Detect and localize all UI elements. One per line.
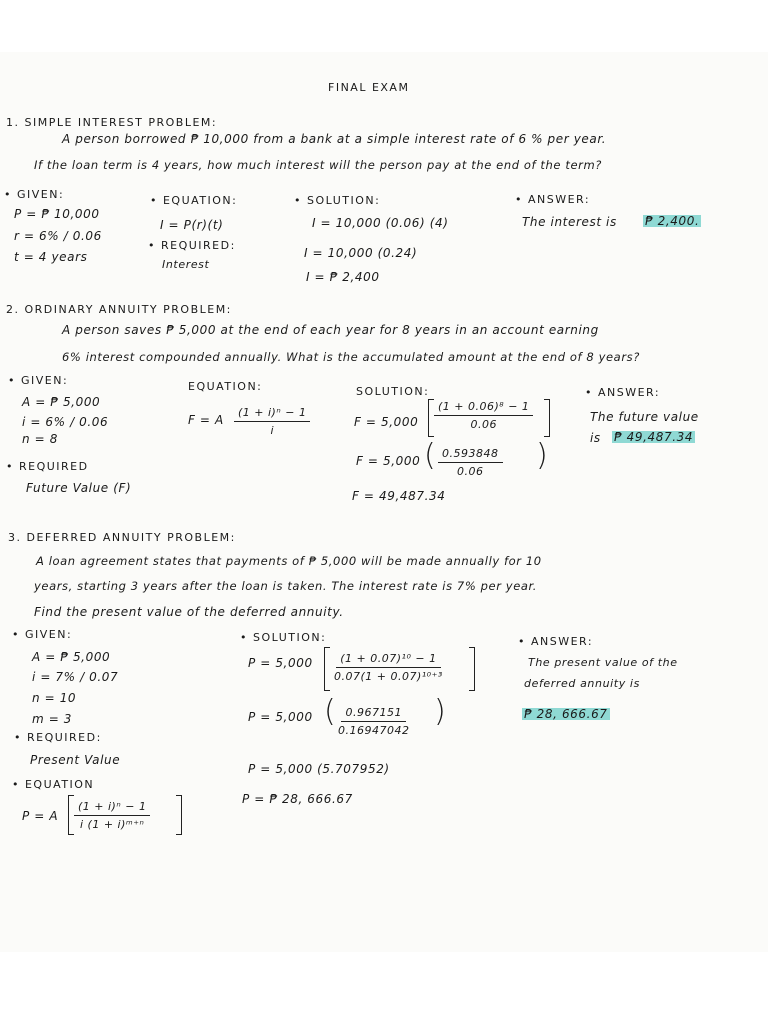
p3-equation-label: • EQUATION — [12, 778, 95, 791]
p1-given-label: • GIVEN: — [4, 188, 65, 201]
p3-answer-value: ₱ 28, 666.67 — [524, 707, 608, 721]
p2-equation-lhs: F = A — [188, 413, 224, 427]
p3-s1-fraction — [334, 652, 443, 683]
p2-solution-step-1-lhs: F = 5,000 — [354, 415, 419, 429]
p2-required: Future Value (F) — [26, 481, 132, 495]
p1-equation-label: • EQUATION: — [150, 194, 238, 207]
p1-solution-step-2: I = 10,000 (0.24) — [304, 246, 418, 260]
p3-equation-denominator: i (1 + i)ᵐ⁺ⁿ — [80, 818, 145, 831]
p3-solution-step-3: P = 5,000 (5.707952) — [248, 762, 390, 776]
p1-given-p: P = ₱ 10,000 — [14, 207, 100, 221]
p3-solution-step-4: P = ₱ 28, 666.67 — [242, 792, 353, 806]
p2-given-i: i = 6% / 0.06 — [22, 415, 109, 429]
p3-given-i: i = 7% / 0.07 — [32, 670, 119, 684]
p2-given-n: n = 8 — [22, 432, 58, 446]
p2-s1-numerator: (1 + 0.06)⁸ − 1 — [434, 400, 533, 416]
p1-given-r: r = 6% / 0.06 — [14, 229, 102, 243]
p3-solution-step-1-lhs: P = 5,000 — [248, 656, 313, 670]
p1-required-label: • REQUIRED: — [148, 239, 236, 252]
p3-given-m: m = 3 — [32, 712, 73, 726]
p2-solution-step-2-lhs: F = 5,000 — [356, 454, 421, 468]
p1-equation: I = P(r)(t) — [160, 218, 224, 232]
p2-s1-denominator: 0.06 — [470, 418, 497, 431]
p2-equation-label: EQUATION: — [188, 380, 263, 393]
p2-answer-value: ₱ 49,487.34 — [614, 430, 694, 444]
p2-given-a: A = ₱ 5,000 — [22, 395, 101, 409]
p1-solution-step-3: I = ₱ 2,400 — [306, 270, 380, 284]
p3-required: Present Value — [30, 753, 121, 767]
problem-3-line-1: A loan agreement states that payments of ₱ 5,000 will be made annually for 10 — [36, 554, 542, 568]
problem-1-line-2: If the loan term is 4 years, how much interest will the person pay at the end of the term? — [34, 158, 602, 172]
p3-s2-fraction — [338, 706, 409, 737]
problem-1-line-1: A person borrowed ₱ 10,000 from a bank at a simple interest rate of 6 % per year. — [62, 132, 607, 146]
p3-solution-step-2-lhs: P = 5,000 — [248, 710, 313, 724]
p2-s2-fraction — [438, 447, 503, 478]
p2-answer-text: The future value — [590, 410, 699, 424]
p1-answer-text: The interest is — [522, 215, 617, 229]
problem-2-heading: 2. ORDINARY ANNUITY PROBLEM: — [6, 303, 232, 316]
p2-s1-right-bracket — [544, 399, 550, 437]
p1-answer-value: ₱ 2,400. — [645, 214, 700, 228]
problem-3-heading: 3. DEFERRED ANNUITY PROBLEM: — [8, 531, 236, 544]
p2-s2-left-paren: ( — [424, 438, 436, 473]
p3-s1-numerator: (1 + 0.07)¹⁰ − 1 — [336, 652, 440, 668]
p3-equation-fraction — [74, 800, 150, 831]
p1-solution-step-1: I = 10,000 (0.06) (4) — [312, 216, 449, 230]
p3-s1-right-bracket — [469, 647, 475, 691]
p3-s2-numerator: 0.967151 — [341, 706, 406, 722]
p2-s2-right-paren: ) — [536, 438, 548, 473]
p3-s1-left-bracket — [324, 647, 330, 691]
p2-equation-denominator: i — [270, 424, 274, 437]
problem-1-heading: 1. SIMPLE INTEREST PROBLEM: — [6, 116, 218, 129]
p2-s2-denominator: 0.06 — [457, 465, 484, 478]
problem-3-line-2: years, starting 3 years after the loan is taken. The interest rate is 7% per year. — [34, 579, 538, 593]
p2-solution-label: SOLUTION: — [356, 385, 430, 398]
p3-equation-lhs: P = A — [22, 809, 59, 823]
problem-3-line-3: Find the present value of the deferred annuity. — [34, 605, 344, 619]
p2-s2-numerator: 0.593848 — [438, 447, 503, 463]
p3-s1-denominator: 0.07(1 + 0.07)¹⁰⁺³ — [334, 670, 443, 683]
p2-equation-numerator: (1 + i)ⁿ − 1 — [234, 406, 310, 422]
p3-equation-numerator: (1 + i)ⁿ − 1 — [74, 800, 150, 816]
p2-answer-prefix: is — [590, 431, 601, 445]
p2-s1-fraction — [434, 400, 533, 431]
p3-required-label: • REQUIRED: — [14, 731, 102, 744]
p3-given-a: A = ₱ 5,000 — [32, 650, 111, 664]
p2-required-label: • REQUIRED — [6, 460, 89, 473]
p3-answer-line-2: deferred annuity is — [524, 677, 640, 690]
p3-s2-left-paren: ( — [324, 694, 336, 729]
p3-s2-right-paren: ) — [434, 694, 446, 729]
p3-eq-right-bracket — [176, 795, 182, 835]
p1-required: Interest — [162, 258, 210, 271]
p2-solution-step-3: F = 49,487.34 — [352, 489, 446, 503]
page-title: FINAL EXAM — [328, 81, 410, 94]
p3-s2-denominator: 0.16947042 — [338, 724, 410, 737]
p1-answer-label: • ANSWER: — [515, 193, 591, 206]
p3-answer-label: • ANSWER: — [518, 635, 594, 648]
p2-given-label: • GIVEN: — [8, 374, 69, 387]
p1-solution-label: • SOLUTION: — [294, 194, 381, 207]
p3-given-n: n = 10 — [32, 691, 77, 705]
problem-2-line-1: A person saves ₱ 5,000 at the end of each year for 8 years in an account earning — [62, 323, 599, 337]
p2-answer-label: • ANSWER: — [585, 386, 661, 399]
p3-given-label: • GIVEN: — [12, 628, 73, 641]
p2-equation-fraction — [234, 406, 310, 437]
p1-given-t: t = 4 years — [14, 250, 88, 264]
p3-solution-label: • SOLUTION: — [240, 631, 327, 644]
p3-answer-line-1: The present value of the — [528, 656, 678, 669]
problem-2-line-2: 6% interest compounded annually. What is the accumulated amount at the end of 8 years? — [62, 350, 640, 364]
